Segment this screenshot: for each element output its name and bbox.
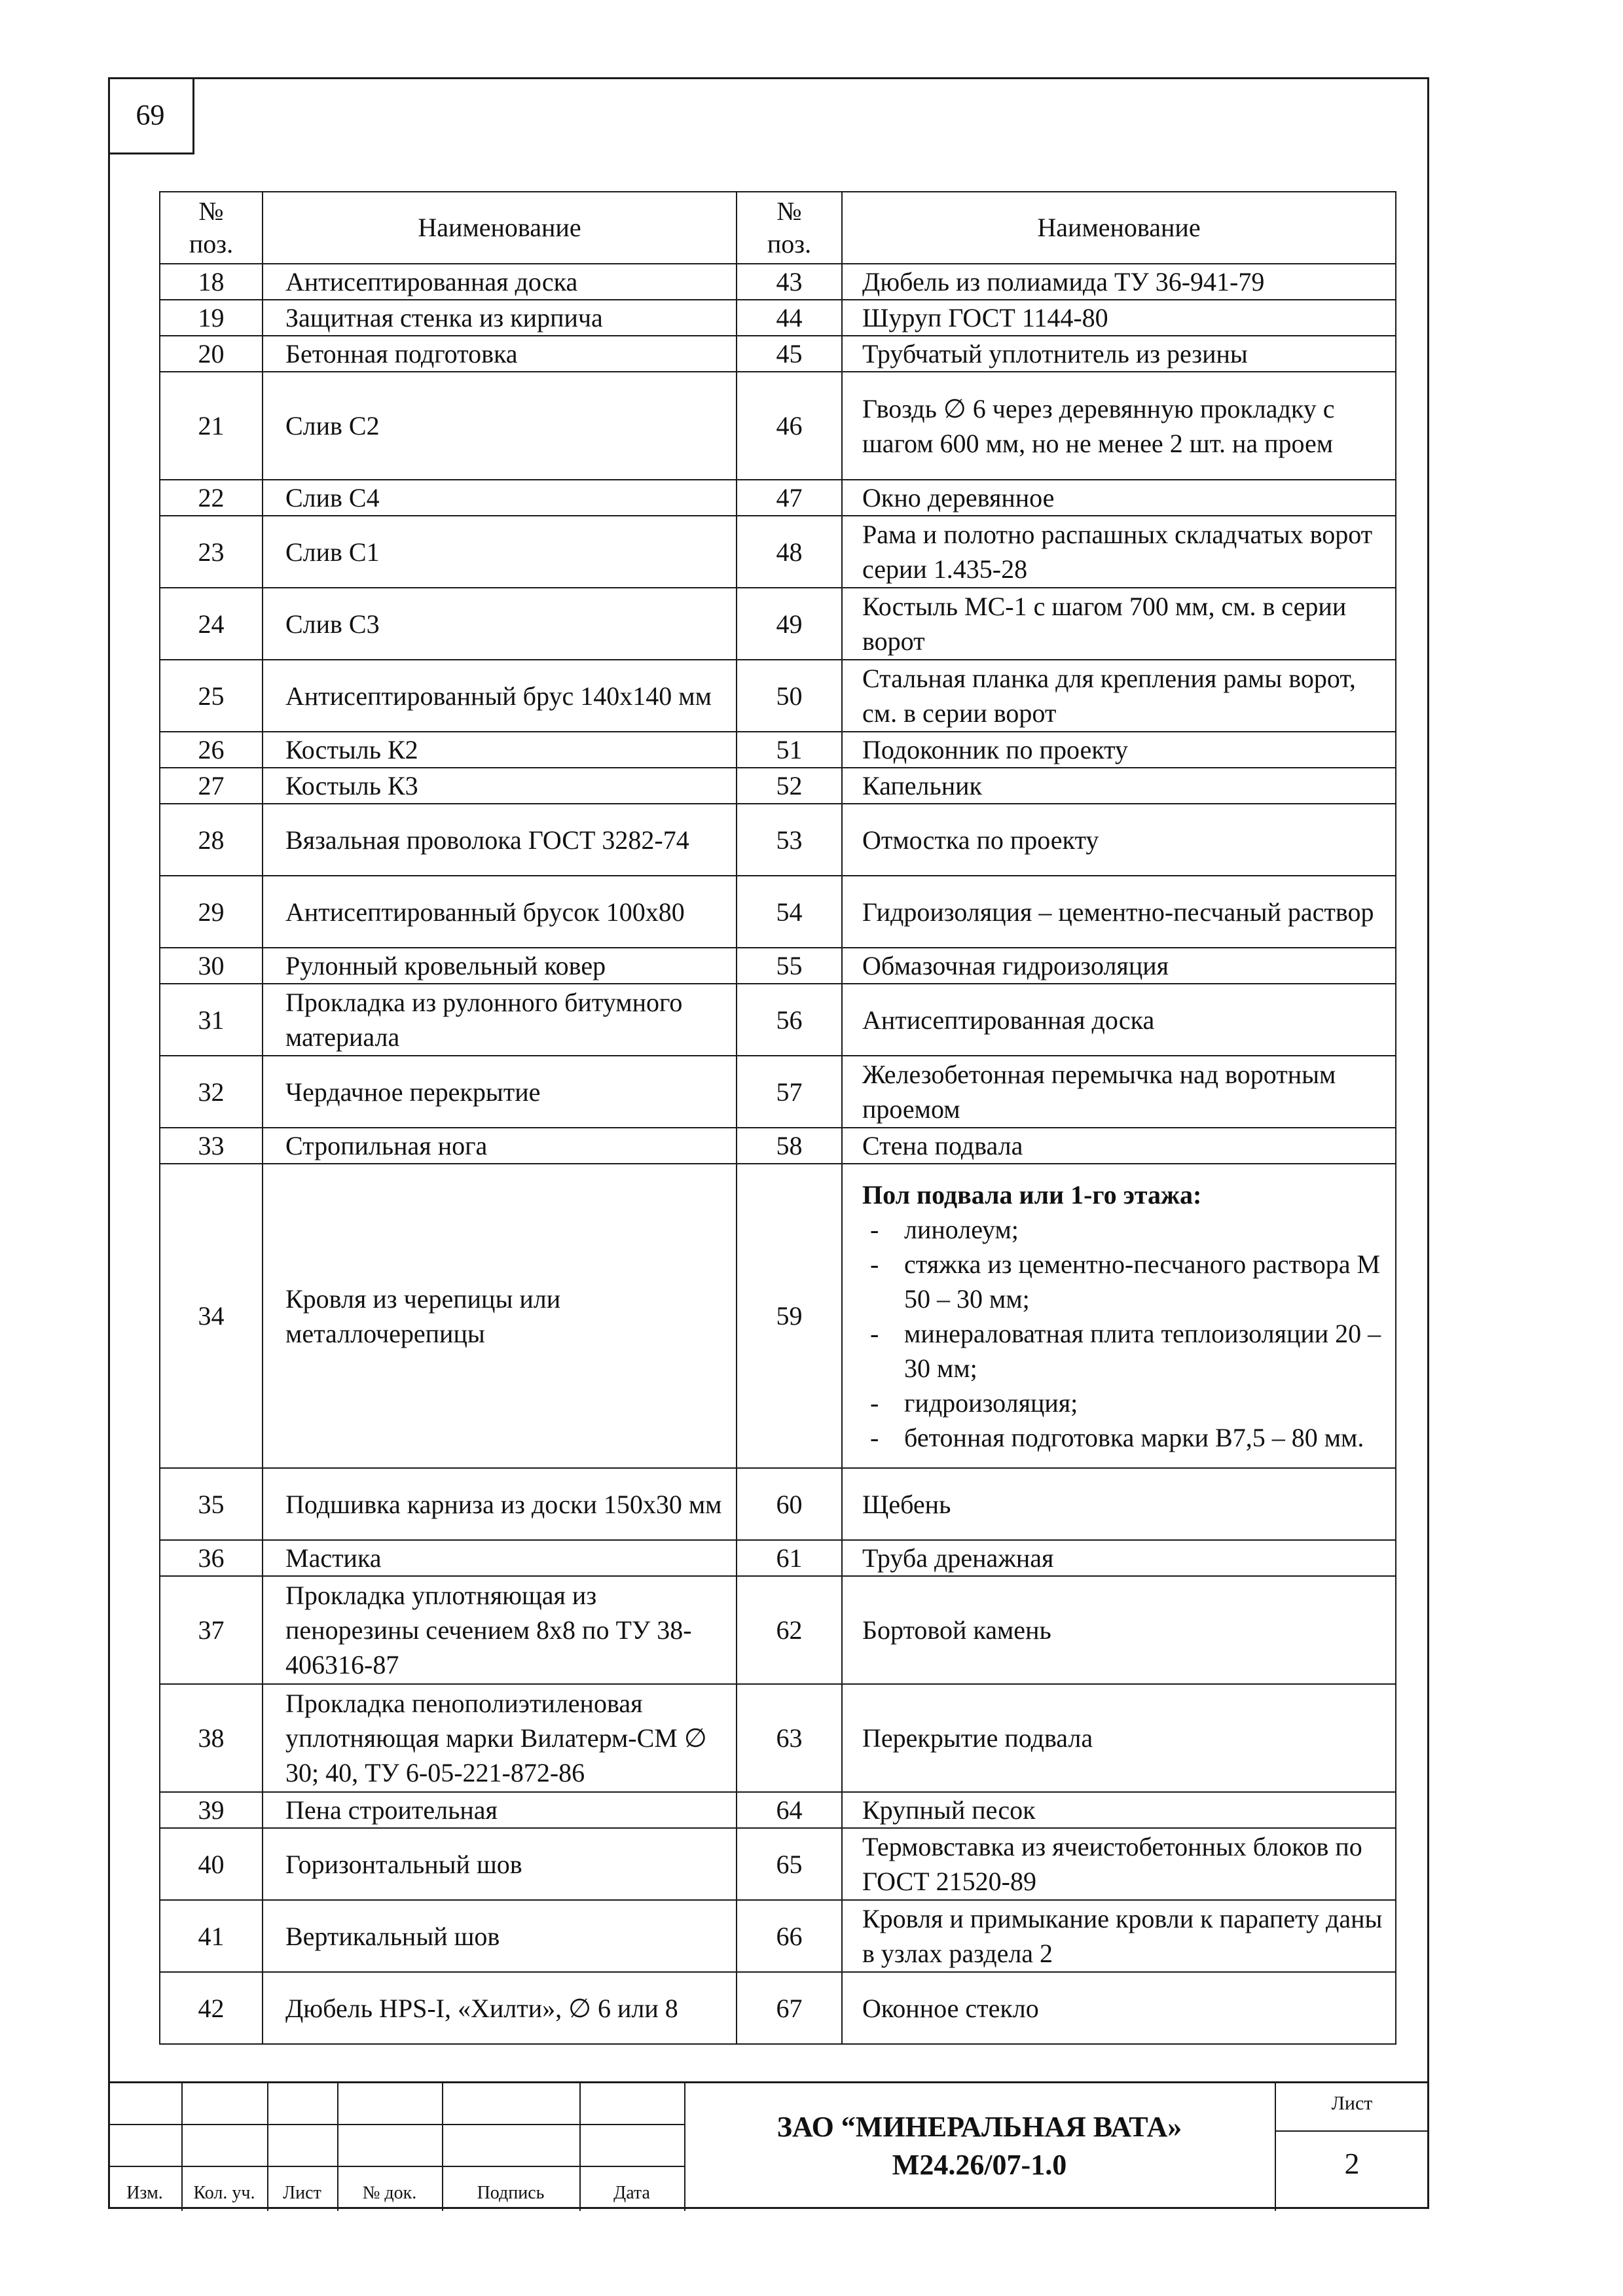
pos-number-right: 43 <box>737 264 842 300</box>
pos-number-left: 41 <box>160 1900 263 1972</box>
item-name-left: Антисептированный брус 140х140 мм <box>263 660 737 732</box>
table-row <box>160 876 1396 948</box>
sheet-label: Лист <box>1331 2092 1373 2114</box>
item-name-left: Слив С2 <box>263 372 737 480</box>
list-item: - минераловатная плита теплоизоляции 20 – 30 мм; <box>862 1316 1395 1386</box>
title-block <box>108 2081 1429 2211</box>
item-name-left: Слив С4 <box>263 480 737 516</box>
pos-number-left: 18 <box>160 264 263 300</box>
item-name-left: Прокладка пенополиэтиленовая уплотняющая марки Вилатерм-СМ ∅ 30; 40, ТУ 6-05-221-872-86 <box>263 1684 737 1792</box>
pos-number-left: 34 <box>160 1164 263 1468</box>
item-name-right: Рама и полотно распашных складчатых ворот серии 1.435-28 <box>842 516 1396 588</box>
company-name: ЗАО “МИНЕРАЛЬНАЯ ВАТА» <box>776 2111 1182 2143</box>
item-name-right <box>842 1164 1396 1468</box>
table-row <box>160 264 1396 300</box>
item-name-left: Стропильная нога <box>263 1128 737 1164</box>
item-name-left: Пена строительная <box>263 1792 737 1828</box>
pos-number-left: 31 <box>160 984 263 1056</box>
table-row <box>160 804 1396 876</box>
pos-number-right: 50 <box>737 660 842 732</box>
pos-number-right: 46 <box>737 372 842 480</box>
table-row <box>160 480 1396 516</box>
pos-number-right: 49 <box>737 588 842 660</box>
item-name-right: Обмазочная гидроизоляция <box>842 948 1396 984</box>
table-row <box>160 948 1396 984</box>
pos-number-right: 66 <box>737 1900 842 1972</box>
item-name-right: Антисептированная доска <box>842 984 1396 1056</box>
sheet-number: 2 <box>1344 2147 1360 2180</box>
list-item: - стяжка из цементно-песчаного раствора М 50 – 30 мм; <box>862 1247 1395 1316</box>
item-name-right: Кровля и примыкание кровли к парапету даны в узлах раздела 2 <box>842 1900 1396 1972</box>
pos-number-right: 67 <box>737 1972 842 2044</box>
item-name-left: Костыль К3 <box>263 768 737 804</box>
item-name-left: Защитная стенка из кирпича <box>263 300 737 336</box>
table-row <box>160 1900 1396 1972</box>
specification-table <box>159 191 1396 2045</box>
pos-number-left: 26 <box>160 732 263 768</box>
table-row <box>160 660 1396 732</box>
pos-number-left: 24 <box>160 588 263 660</box>
table-row <box>160 1828 1396 1900</box>
pos-number-right: 47 <box>737 480 842 516</box>
table-row <box>160 984 1396 1056</box>
table-row <box>160 1972 1396 2044</box>
item-name-left: Рулонный кровельный ковер <box>263 948 737 984</box>
pos-number-right: 54 <box>737 876 842 948</box>
pos-number-right: 61 <box>737 1540 842 1576</box>
item-name-left: Слив С1 <box>263 516 737 588</box>
item-name-right: Костыль МС-1 с шагом 700 мм, см. в серии ворот <box>842 588 1396 660</box>
item-name-right: Оконное стекло <box>842 1972 1396 2044</box>
pos-number-right: 64 <box>737 1792 842 1828</box>
table-row <box>160 1164 1396 1468</box>
item-name-right: Гидроизоляция – цементно-песчаный раствор <box>842 876 1396 948</box>
pos-number-left: 40 <box>160 1828 263 1900</box>
item-name-left: Вязальная проволока ГОСТ 3282-74 <box>263 804 737 876</box>
pos-number-left: 42 <box>160 1972 263 2044</box>
item-name-right: Гвоздь ∅ 6 через деревянную прокладку с шагом 600 мм, но не менее 2 шт. на проем <box>842 372 1396 480</box>
item-name-left: Антисептированная доска <box>263 264 737 300</box>
pos-number-left: 23 <box>160 516 263 588</box>
item-bullet-list <box>862 1212 1395 1455</box>
pos-number-left: 28 <box>160 804 263 876</box>
pos-number-right: 53 <box>737 804 842 876</box>
pos-number-left: 39 <box>160 1792 263 1828</box>
item-name-left: Вертикальный шов <box>263 1900 737 1972</box>
item-name-left: Прокладка из рулонного битумного материала <box>263 984 737 1056</box>
item-name-left: Дюбель HPS-I, «Хилти», ∅ 6 или 8 <box>263 1972 737 2044</box>
item-name-right: Термовставка из ячеистобетонных блоков по ГОСТ 21520-89 <box>842 1828 1396 1900</box>
pos-number-right: 63 <box>737 1684 842 1792</box>
item-heading: Пол подвала или 1-го этажа: <box>862 1179 1202 1210</box>
list-item: - бетонная подготовка марки В7,5 – 80 мм. <box>862 1420 1395 1455</box>
item-name-right: Железобетонная перемычка над воротным проемом <box>842 1056 1396 1128</box>
pos-number-left: 25 <box>160 660 263 732</box>
item-name-right: Труба дренажная <box>842 1540 1396 1576</box>
stamp-label-signature: Подпись <box>477 2183 545 2203</box>
table-row <box>160 300 1396 336</box>
table-row <box>160 732 1396 768</box>
list-item: - линолеум; <box>862 1212 1395 1247</box>
item-name-right: Крупный песок <box>842 1792 1396 1828</box>
pos-number-left: 22 <box>160 480 263 516</box>
pos-number-left: 20 <box>160 336 263 372</box>
header-name-right: Наименование <box>842 192 1396 264</box>
item-name-right: Отмостка по проекту <box>842 804 1396 876</box>
pos-number-left: 21 <box>160 372 263 480</box>
pos-number-left: 36 <box>160 1540 263 1576</box>
item-name-right: Стальная планка для крепления рамы ворот, см. в серии ворот <box>842 660 1396 732</box>
table-row <box>160 1576 1396 1684</box>
item-name-left: Антисептированный брусок 100х80 <box>263 876 737 948</box>
item-name-left: Чердачное перекрытие <box>263 1056 737 1128</box>
pos-number-left: 32 <box>160 1056 263 1128</box>
pos-number-left: 19 <box>160 300 263 336</box>
stamp-label-izm: Изм. <box>126 2183 163 2203</box>
table-row <box>160 372 1396 480</box>
pos-number-right: 51 <box>737 732 842 768</box>
pos-number-left: 35 <box>160 1468 263 1540</box>
item-name-right: Щебень <box>842 1468 1396 1540</box>
item-name-left: Прокладка уплотняющая из пенорезины сечением 8х8 по ТУ 38-406316-87 <box>263 1576 737 1684</box>
pos-number-right: 52 <box>737 768 842 804</box>
header-pos-left: № поз. <box>160 192 263 264</box>
pos-number-right: 57 <box>737 1056 842 1128</box>
item-name-right: Бортовой камень <box>842 1576 1396 1684</box>
item-name-right: Капельник <box>842 768 1396 804</box>
header-name-left: Наименование <box>263 192 737 264</box>
pos-number-left: 30 <box>160 948 263 984</box>
table-row <box>160 1468 1396 1540</box>
pos-number-right: 59 <box>737 1164 842 1468</box>
item-name-left: Слив С3 <box>263 588 737 660</box>
stamp-label-date: Дата <box>613 2183 650 2203</box>
table-row <box>160 768 1396 804</box>
pos-number-left: 37 <box>160 1576 263 1684</box>
table-row <box>160 336 1396 372</box>
table-header-row <box>160 192 1396 264</box>
item-name-right: Окно деревянное <box>842 480 1396 516</box>
pos-number-left: 33 <box>160 1128 263 1164</box>
item-name-left: Горизонтальный шов <box>263 1828 737 1900</box>
table-row <box>160 1792 1396 1828</box>
stamp-label-kol-uch: Кол. уч. <box>193 2183 255 2203</box>
pos-number-right: 45 <box>737 336 842 372</box>
table-row <box>160 516 1396 588</box>
table-row <box>160 1684 1396 1792</box>
item-name-right: Трубчатый уплотнитель из резины <box>842 336 1396 372</box>
item-name-right: Дюбель из полиамида ТУ 36-941-79 <box>842 264 1396 300</box>
pos-number-right: 65 <box>737 1828 842 1900</box>
stamp-label-doc-number: № док. <box>362 2183 417 2203</box>
page-number: 69 <box>108 77 194 154</box>
pos-number-right: 48 <box>737 516 842 588</box>
table-row <box>160 1540 1396 1576</box>
list-item: - гидроизоляция; <box>862 1386 1395 1420</box>
document-code: М24.26/07-1.0 <box>892 2149 1067 2181</box>
item-name-left: Подшивка карниза из доски 150х30 мм <box>263 1468 737 1540</box>
item-name-left: Кровля из черепицы или металлочерепицы <box>263 1164 737 1468</box>
pos-number-left: 38 <box>160 1684 263 1792</box>
item-name-right: Стена подвала <box>842 1128 1396 1164</box>
pos-number-right: 62 <box>737 1576 842 1684</box>
item-name-left: Костыль К2 <box>263 732 737 768</box>
pos-number-right: 55 <box>737 948 842 984</box>
pos-number-left: 29 <box>160 876 263 948</box>
pos-number-right: 60 <box>737 1468 842 1540</box>
pos-number-right: 58 <box>737 1128 842 1164</box>
item-name-left: Бетонная подготовка <box>263 336 737 372</box>
pos-number-right: 44 <box>737 300 842 336</box>
pos-number-right: 56 <box>737 984 842 1056</box>
table-row <box>160 1056 1396 1128</box>
item-name-right: Шуруп ГОСТ 1144-80 <box>842 300 1396 336</box>
pos-number-left: 27 <box>160 768 263 804</box>
table-row <box>160 588 1396 660</box>
item-name-left: Мастика <box>263 1540 737 1576</box>
stamp-label-list: Лист <box>283 2183 321 2203</box>
item-name-right: Перекрытие подвала <box>842 1684 1396 1792</box>
table-row <box>160 1128 1396 1164</box>
item-name-right: Подоконник по проекту <box>842 732 1396 768</box>
header-pos-right: № поз. <box>737 192 842 264</box>
